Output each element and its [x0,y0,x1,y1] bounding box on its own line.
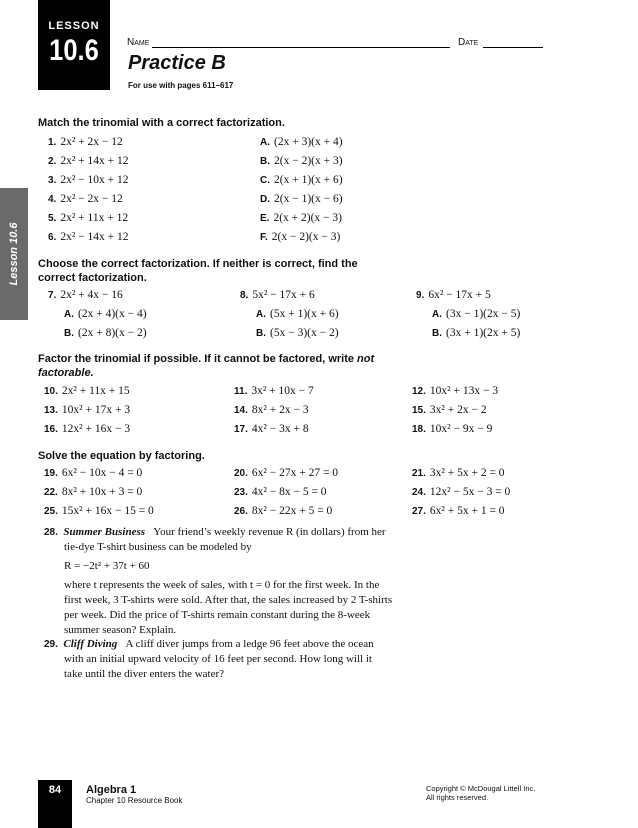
item-text: 6x² − 27x + 27 = 0 [251,467,339,479]
list-item [234,404,314,423]
instruction-line: factorable. [38,367,94,379]
item-number: 9. [416,290,425,301]
list-item [412,385,498,404]
item-number: 23. [234,487,248,498]
item-text: (2x + 3)(x + 4) [274,136,343,148]
list-item [260,212,343,231]
problem-text: Your friend’s weekly revenue R (in dollars) from her [153,526,386,538]
instruction-emphasis: not [357,353,375,365]
choice-label: A. [256,309,266,320]
section1-instruction: Match the trinomial with a correct factorization. [38,117,285,129]
side-tab-label: Lesson 10.6 [8,222,20,286]
list-item [44,423,130,442]
item-number: 29. [44,639,58,650]
problem-text: with an initial upward velocity of 16 feet per second. How long will it [64,653,372,665]
page-title: Practice B [128,52,226,74]
item-number: 13. [44,405,58,416]
page-number: 84 [38,780,72,828]
section4-instruction: Solve the equation by factoring. [38,450,205,462]
item-text: 10x² + 13x − 3 [429,385,499,397]
list-item [412,486,510,505]
item-letter: B. [260,156,270,167]
item-number: 20. [234,468,248,479]
item-text: 3x² + 2x − 2 [429,404,487,416]
list-item [48,136,129,155]
list-item [234,423,314,442]
name-label: Name [127,37,150,48]
list-item [48,193,129,212]
item-text: 5x² − 17x + 6 [252,289,315,301]
list-item [234,505,338,524]
item-text: 2x² + 11x + 15 [61,385,130,397]
item-number: 8. [240,290,249,301]
choice-text: (5x + 1)(x + 6) [270,308,339,320]
item-number: 4. [48,194,57,205]
item-text: 10x² + 17x + 3 [61,404,131,416]
item-text: 2x² + 4x − 16 [60,289,123,301]
problem-text: A cliff diver jumps from a ledge 96 feet above the ocean [125,638,374,650]
date-field[interactable] [483,46,543,48]
list-item [48,174,129,193]
instruction-line: correct factorization. [38,272,147,284]
item-number: 15. [412,405,426,416]
list-item [260,155,343,174]
item-number: 21. [412,468,426,479]
item-text: 2x² − 2x − 12 [60,193,123,205]
item-text: 2(x + 2)(x − 3) [273,212,342,224]
item-text: 3x² + 10x − 7 [251,385,314,397]
item-number: 14. [234,405,248,416]
problem-9 [416,289,520,346]
item-text: 6x² − 10x − 4 = 0 [61,467,143,479]
item-text: 2x² + 11x + 12 [60,212,129,224]
problem-equation: R = −2t² + 37t + 60 [64,560,150,572]
item-text: 12x² + 16x − 3 [61,423,131,435]
choice-text: (2x + 4)(x − 4) [78,308,147,320]
list-item [412,404,498,423]
choice-label: B. [256,328,266,339]
list-item [44,467,154,486]
item-letter: C. [260,175,270,186]
list-item [44,486,154,505]
choice-text: (3x + 1)(2x + 5) [446,327,521,339]
item-text: 4x² − 3x + 8 [251,423,309,435]
problem-title: Summer Business [63,526,146,538]
item-number: 18. [412,424,426,435]
section3-col3 [412,385,498,442]
item-letter: E. [260,213,270,224]
item-number: 2. [48,156,57,167]
list-item [234,385,314,404]
date-label: Date [458,37,479,48]
lesson-label: LESSON [48,20,100,32]
item-text: 8x² + 2x − 3 [251,404,309,416]
copyright-line: All rights reserved. [426,793,489,802]
list-item [412,423,498,442]
item-text: 2(x − 2)(x − 3) [271,231,341,243]
lesson-number: 10.6 [49,34,99,67]
item-number: 25. [44,506,58,517]
lesson-badge [38,0,110,90]
instruction-line: Factor the trinomial if possible. If it cannot be factored, write [38,353,358,365]
item-number: 7. [48,290,57,301]
item-text: 6x² + 5x + 1 = 0 [429,505,505,517]
list-item [48,231,129,250]
list-item [260,193,343,212]
item-text: 4x² − 8x − 5 = 0 [251,486,327,498]
section3-instruction [38,352,418,380]
problem-title: Cliff Diving [63,638,118,650]
book-subtitle: Chapter 10 Resource Book [86,796,183,805]
item-number: 17. [234,424,248,435]
item-number: 10. [44,386,58,397]
item-text: 8x² + 10x + 3 = 0 [61,486,143,498]
item-number: 12. [412,386,426,397]
problem-8 [240,289,339,346]
item-number: 6. [48,232,57,243]
list-item [412,505,510,524]
section3-col2 [234,385,314,442]
item-text: 2(x − 2)(x + 3) [274,155,343,167]
list-item [260,231,343,250]
item-text: 2x² + 2x − 12 [60,136,123,148]
section1-left-list [48,136,129,250]
choice-label: A. [432,309,442,320]
item-number: 26. [234,506,248,517]
section1-right-list [260,136,343,250]
choice-label: B. [64,328,74,339]
problem-text: tie-dye T-shirt business can be modeled by [64,541,252,553]
problem-text: take until the diver enters the water? [64,668,225,680]
choice-text: (5x − 3)(x − 2) [270,327,339,339]
list-item [260,136,343,155]
list-item [44,385,130,404]
item-text: 6x² − 17x + 5 [428,289,491,301]
copyright [426,784,535,802]
item-number: 22. [44,487,58,498]
list-item [234,467,338,486]
section4-col3 [412,467,510,524]
list-item [44,404,130,423]
item-number: 1. [48,137,57,148]
item-text: 2(x + 1)(x + 6) [274,174,343,186]
item-text: 2x² + 14x + 12 [60,155,129,167]
item-text: 8x² − 22x + 5 = 0 [251,505,333,517]
list-item [44,505,154,524]
item-text: 2x² − 10x + 12 [60,174,129,186]
copyright-line: Copyright © McDougal Littell Inc. [426,784,536,793]
item-text: 15x² + 16x − 15 = 0 [61,505,154,517]
item-number: 16. [44,424,58,435]
list-item [234,486,338,505]
item-number: 27. [412,506,426,517]
list-item [412,467,510,486]
item-text: 2(x − 1)(x − 6) [274,193,343,205]
item-text: 3x² + 5x + 2 = 0 [429,467,505,479]
item-text: 2x² − 14x + 12 [60,231,129,243]
item-letter: F. [260,232,268,243]
problem-text: first week, 3 T-shirts were sold. After that, the sales increased by 2 T-shirts [64,594,393,606]
item-text: 12x² − 5x − 3 = 0 [429,486,511,498]
problem-7 [48,289,147,346]
section2-instruction [38,257,358,285]
list-item [260,174,343,193]
choice-label: A. [64,309,74,320]
book-title: Algebra 1 [86,784,137,796]
item-number: 19. [44,468,58,479]
item-number: 28. [44,527,58,538]
side-tab [0,188,28,320]
choice-label: B. [432,328,442,339]
list-item [48,212,129,231]
problem-29 [44,637,424,682]
instruction-line: Choose the correct factorization. If neither is correct, find the [38,258,358,270]
name-field[interactable] [152,46,450,48]
section4-col2 [234,467,338,524]
problem-text: where t represents the week of sales, with t = 0 for the first week. In the [64,579,380,591]
choice-text: (3x − 1)(2x − 5) [446,308,521,320]
item-text: 10x² − 9x − 9 [429,423,493,435]
item-letter: A. [260,137,270,148]
item-number: 3. [48,175,57,186]
item-number: 5. [48,213,57,224]
problem-text: summer season? Explain. [64,624,177,636]
section4-col1 [44,467,154,524]
item-number: 11. [234,386,248,397]
item-letter: D. [260,194,270,205]
item-number: 24. [412,487,426,498]
section3-col1 [44,385,130,442]
list-item [48,155,129,174]
page-subtitle: For use with pages 611–617 [128,81,234,90]
problem-28 [44,525,424,638]
choice-text: (2x + 8)(x − 2) [78,327,147,339]
problem-text: per week. Did the price of T-shirts remain constant during the 8-week [64,609,371,621]
